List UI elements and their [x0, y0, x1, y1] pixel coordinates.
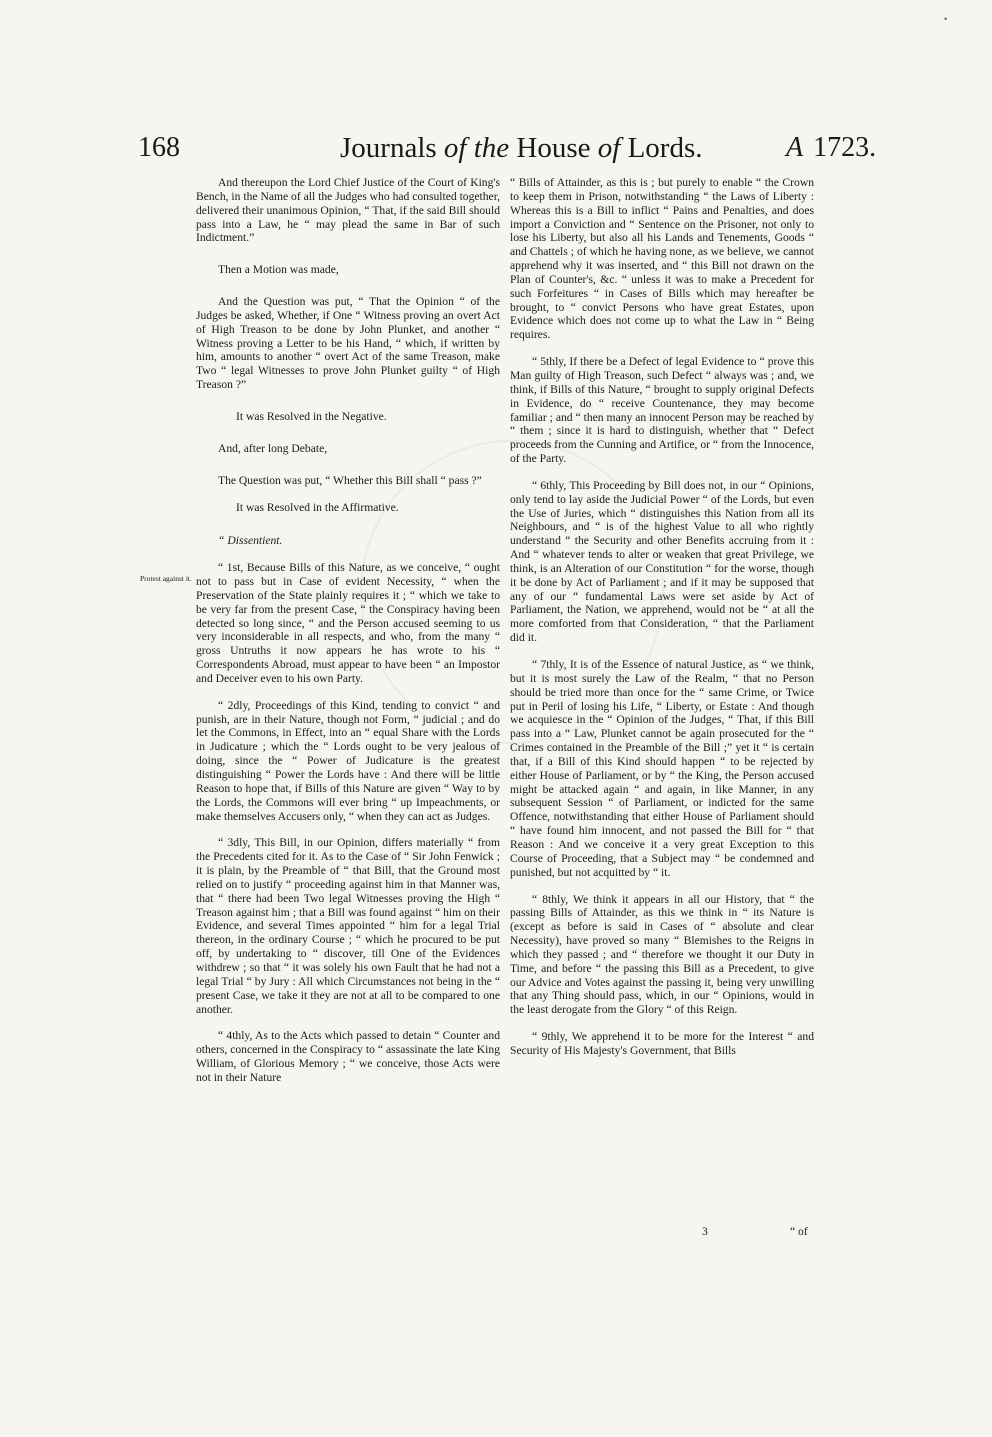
page-number: 168: [138, 132, 180, 163]
margin-note: Protest against it.: [140, 574, 192, 583]
paragraph: “ 4thly, As to the Acts which passed to detain “ Counter and others, concerned in the Conspiracy to “ assassinate the late King William, of Glorious Memory ; “ we conceive, those Acts were not in their Nature: [196, 1029, 500, 1084]
paragraph: “ 9thly, We apprehend it to be more for the Interest “ and Security of His Majesty's Government, that Bills: [510, 1030, 814, 1057]
paragraph: “ 5thly, If there be a Defect of legal Evidence to “ prove this Man guilty of High Treason, such Defect “ always was ; and, we think, if Bills of this Nature, “ brought to supply original Defects in Evidence, do “ receive Countenance, they may become familiar ; and “ then many an innocent Person may be reached by “ them ; since it is hard to distinguish, whether that “ Defect proceeds from the Cunning and Artifice, or “ from the Innocence, of the Party.: [510, 355, 814, 466]
year-heading: A 1723.: [786, 132, 877, 163]
catchword: “ of: [790, 1225, 808, 1238]
paragraph: Then a Motion was made,: [218, 263, 339, 277]
page-header: [0, 132, 992, 172]
paragraph: And thereupon the Lord Chief Justice of the Court of King's Bench, in the Name of all the Judges who had consulted together, delivered their unanimous Opinion, “ That, if the said Bill should pass into a Law, he “ may plead the same in Bar of such Indictment.”: [196, 176, 500, 245]
paragraph: It was Resolved in the Affirmative.: [236, 500, 399, 514]
paragraph: The Question was put, “ Whether this Bill shall “ pass ?”: [218, 473, 482, 487]
paragraph: “ Bills of Attainder, as this is ; but purely to enable “ the Crown to keep them in Prison, notwithstanding “ the Laws of Liberty : Whereas this is a Bill to inflict “ Pains and Penalties, and does import a Conviction and “ Sentence on the Prisoner, not only to lose his Liberty, but also all his Lands and Tenements, Goods “ and Chattels ; of which he having none, as we believe, we cannot apprehend why it was inserted, and “ this Bill not drawn on the Plan of Counter's, &c. “ unless it was to make a Precedent for such Forfeitures “ in Cases of Bills which may hereafter be brought, to “ convict Persons who have great Estates, upon Evidence which does not come up to what the Law in “ Being requires.: [510, 176, 814, 342]
page-title: Journals of the House of Lords.: [340, 132, 703, 164]
paragraph: “ 2dly, Proceedings of this Kind, tending to convict “ and punish, are in their Nature, though not Form, “ judicial ; and do let the Commons, in Effect, into an “ equal Share with the Lords in Judicature ; which the “ Lords ought to be very jealous of doing, since the “ Power of Judicature is the greatest distinguishing “ Power the Lords have : And there will be little Reason to hope that, if Bills of this Nature are given “ Way to by the Lords, the Commons will ever bring “ up Impeachments, or make themselves Accusers only, “ when they can act as Judges.: [196, 698, 500, 823]
dissentient-heading: “ Dissentient.: [218, 534, 283, 548]
paragraph: And, after long Debate,: [218, 441, 328, 455]
signature-mark: 3: [702, 1225, 708, 1238]
right-column: [510, 176, 814, 1058]
left-column: [196, 176, 500, 1085]
paragraph: And the Question was put, “ That the Opinion “ of the Judges be asked, Whether, if One “ Witness proving an overt Act of High Treason to be done by John Plunket, and another “ Witness proving a Letter to be his Hand, “ which, if written by him, amounts to another “ overt Act of the same Treason, make Two “ legal Witnesses to prove John Plunket guilty “ of High Treason ?”: [196, 295, 500, 392]
paragraph: “ 1st, Because Bills of this Nature, as we conceive, “ ought not to pass but in Case of evident Necessity, “ when the Preservation of the State plainly requires it ; “ which we take to be very far from the present Case, “ the Conspiracy having been detected so long since, “ and the Person accused seeming to us very inconsiderable in all respects, and who, from the many “ gross Untruths it now appears he has wrote to his “ Correspondents Abroad, must appear to have been “ an Impostor and Deceiver even to his own Party.: [196, 561, 500, 685]
paragraph: “ 7thly, It is of the Essence of natural Justice, as “ we think, but it is most surely the Law of the Realm, “ that no Person should be tried more than once for the “ same Crime, or Twice put in Peril of losing his Life, “ Liberty, or Estate : And though we acquiesce in the “ Opinion of the Judges, “ That, if this Bill pass into a “ Law, Plunket cannot be again prosecuted for the “ Crimes contained in the Preamble of the Bill ;” yet it “ is certain that, if a Bill of this Kind should happen “ to be rejected by either House of Parliament, or by “ the King, the Person accused might be attacked again “ and again, in like Manner, in any subsequent Session “ of Parliament, or indicted for the same Offence, notwithstanding that either House of Parliament should “ have found him innocent, and not passed the Bill for “ that Reason : And we conceive it a very great Exception to this Course of Proceeding, that a Subject may “ be condemned and punished, but not acquitted by “ it.: [510, 658, 814, 879]
paragraph: It was Resolved in the Negative.: [236, 409, 387, 423]
paragraph: “ 3dly, This Bill, in our Opinion, differs materially “ from the Precedents cited for it. As to the Case of “ Sir John Fenwick ; it is plain, by the Preamble of “ that Bill, that the Ground most relied on to justify “ proceeding against him in that Manner was, that “ there had been Two legal Witnesses proving the High “ Treason against him ; that a Bill was found against “ him on their Evidence, and several Times appointed “ him for a legal Trial thereon, in the ordinary Course ; “ which he procured to be put off, by undertaking to “ discover, till One of the Evidences withdrew ; so that “ it was solely his own Fault that he had not a legal Trial “ by Jury : All which Circumstances not being in the “ present Case, we take it they are not at all to be compared to one another.: [196, 836, 500, 1016]
paragraph: “ 6thly, This Proceeding by Bill does not, in our “ Opinions, only tend to lay aside the Judicial Power “ of the Lords, but even the Use of Juries, which “ distinguishes this Nation from all its Neighbours, and “ is of the highest Value to all who rightly understand “ the Security and other Benefits accruing from it : And “ whatever tends to alter or weaken that great Privilege, we think, is an Alteration of our Constitution “ for the worse, though it be done by Act of Parliament ; and if it may be supposed that any of our “ fundamental Laws were set aside by Act of Parliament, the Nation, we apprehend, would not be “ at all the more comforted from that Consideration, “ that the Parliament did it.: [510, 478, 814, 645]
corner-mark: •: [944, 14, 948, 24]
paragraph: “ 8thly, We think it appears in all our History, that “ the passing Bills of Attainder, as this we think in “ its Nature is (except as before is said in Cases of “ absolute and clear Necessity), have proved so many “ Blemishes to the Reigns in which they passed ; and “ therefore we thought it our Duty in Time, and before “ the passing this Bill as a Precedent, to give our Advice and Votes against the passing it, being very unwilling that any Thing should pass, which, in our “ Opinions, would in the least derogate from the Glory “ of this Reign.: [510, 892, 814, 1017]
